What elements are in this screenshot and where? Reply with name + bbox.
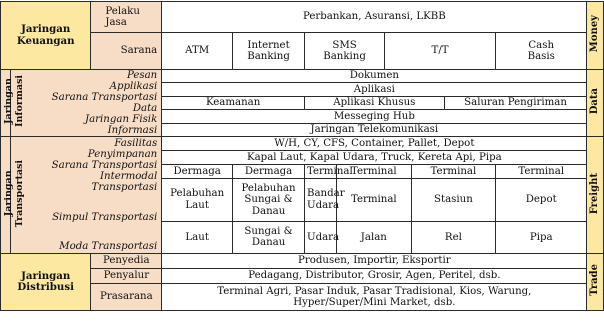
moda-pipa: Pipa [496, 221, 587, 253]
informasi-messeging-hub: Messeging Hub [162, 110, 587, 123]
transportasi-sublabels [11, 137, 162, 254]
intermodal-terminal-4: Terminal [496, 164, 587, 178]
intermodal-dermaga-1: Dermaga [162, 164, 233, 178]
label-simpul-transportasi: Simpul Transportasi [52, 211, 158, 223]
label-applikasi: Applikasi [109, 81, 158, 92]
keuangan-row-sarana [1, 33, 604, 70]
moda-laut: Laut [162, 221, 233, 253]
distribusi-row-prasarana [1, 284, 604, 311]
label-jaringan-fisik: Jaringan Fisik [85, 114, 158, 125]
label-transportasi: Transportasi [91, 182, 158, 193]
label-data: Data [132, 103, 158, 114]
label-sarana-transportasi: Sarana Transportasi [51, 92, 158, 103]
label-pesan: Pesan [126, 70, 158, 81]
transportasi-row-fasilitas [1, 137, 604, 151]
informasi-aplikasi-khusus: Aplikasi Khusus [305, 96, 445, 109]
moda-jalan: Jalan [336, 221, 411, 253]
transportasi-kapal: Kapal Laut, Kapal Udara, Truck, Kereta Api, Pipa [162, 150, 587, 164]
penyedia-label: Penyedia [91, 254, 162, 269]
informasi-aplikasi: Aplikasi [162, 83, 587, 96]
penyalur-label: Penyalur [91, 269, 162, 284]
penyedia-value: Produsen, Importir, Eksportir [162, 254, 587, 269]
moda-udara: Udara [305, 221, 337, 253]
informasi-jaringan-telekomunikasi: Jaringan Telekomunikasi [162, 123, 587, 136]
trade-side-label: Trade [587, 254, 604, 311]
sarana-tt: T/T [385, 33, 496, 70]
penyalur-value: Pedagang, Distributor, Grosir, Agen, Peritel, dsb. [162, 269, 587, 284]
simpul-depot: Depot [496, 178, 587, 221]
intermodal-terminal-2: Terminal [336, 164, 411, 178]
intermodal-terminal-3: Terminal [411, 164, 495, 178]
prasarana-label: Prasarana [91, 284, 162, 311]
simpul-bandar-udara: Bandar Udara [305, 178, 337, 221]
money-side-label: Money [587, 2, 604, 70]
prasarana-value: Terminal Agri, Pasar Induk, Pasar Tradisional, Kios, Warung, Hyper/Super/Mini Market, dsb. [162, 284, 587, 311]
label-moda-transportasi: Moda Transportasi [59, 241, 158, 252]
network-table [0, 1, 604, 311]
informasi-row-dokumen [1, 70, 604, 83]
label-informasi: Informasi [107, 125, 158, 136]
data-side-label: Data [587, 70, 604, 137]
simpul-terminal: Terminal [336, 178, 411, 221]
sarana-label: Sarana [91, 33, 162, 70]
distribusi-section-title: Jaringan Distribusi [1, 254, 91, 311]
intermodal-terminal-1: Terminal [305, 164, 337, 178]
transportasi-section-title: Jaringan Transportasi [1, 137, 11, 254]
distribusi-row-penyedia [1, 254, 604, 269]
moda-rel: Rel [411, 221, 495, 253]
moda-sungai-danau: Sungai & Danau [233, 221, 305, 253]
label-intermodal: Intermodal [100, 171, 158, 182]
keuangan-section-title: Jaringan Keuangan [1, 2, 91, 70]
informasi-dokumen: Dokumen [162, 70, 587, 83]
sarana-internet-banking: Internet Banking [233, 33, 305, 70]
informasi-sublabels [11, 70, 162, 137]
sarana-cash-basis: Cash Basis [496, 33, 587, 70]
keuangan-row-pelaku [1, 2, 604, 33]
informasi-section-title: Jaringan Informasi [1, 70, 11, 137]
transportasi-fasilitas: W/H, CY, CFS, Container, Pallet, Depot [162, 137, 587, 151]
informasi-keamanan: Keamanan [162, 96, 305, 109]
freight-side-label: Freight [587, 137, 604, 254]
simpul-stasiun: Stasiun [411, 178, 495, 221]
pelaku-jasa-label: Pelaku Jasa [91, 2, 162, 33]
intermodal-dermaga-2: Dermaga [233, 164, 305, 178]
label-penyimpanan: Penyimpanan [87, 149, 158, 160]
simpul-pelabuhan-laut: Pelabuhan Laut [162, 178, 233, 221]
label-sarana-transportasi-t: Sarana Transportasi [51, 160, 158, 171]
sarana-sms-banking: SMS Banking [305, 33, 385, 70]
pelaku-jasa-value: Perbankan, Asuransi, LKBB [162, 2, 587, 33]
label-fasilitas: Fasilitas [114, 138, 158, 149]
sarana-atm: ATM [162, 33, 233, 70]
informasi-saluran-pengiriman: Saluran Pengiriman [444, 96, 587, 109]
simpul-pelabuhan-sungai-danau: Pelabuhan Sungai & Danau [233, 178, 305, 221]
distribusi-row-penyalur [1, 269, 604, 284]
